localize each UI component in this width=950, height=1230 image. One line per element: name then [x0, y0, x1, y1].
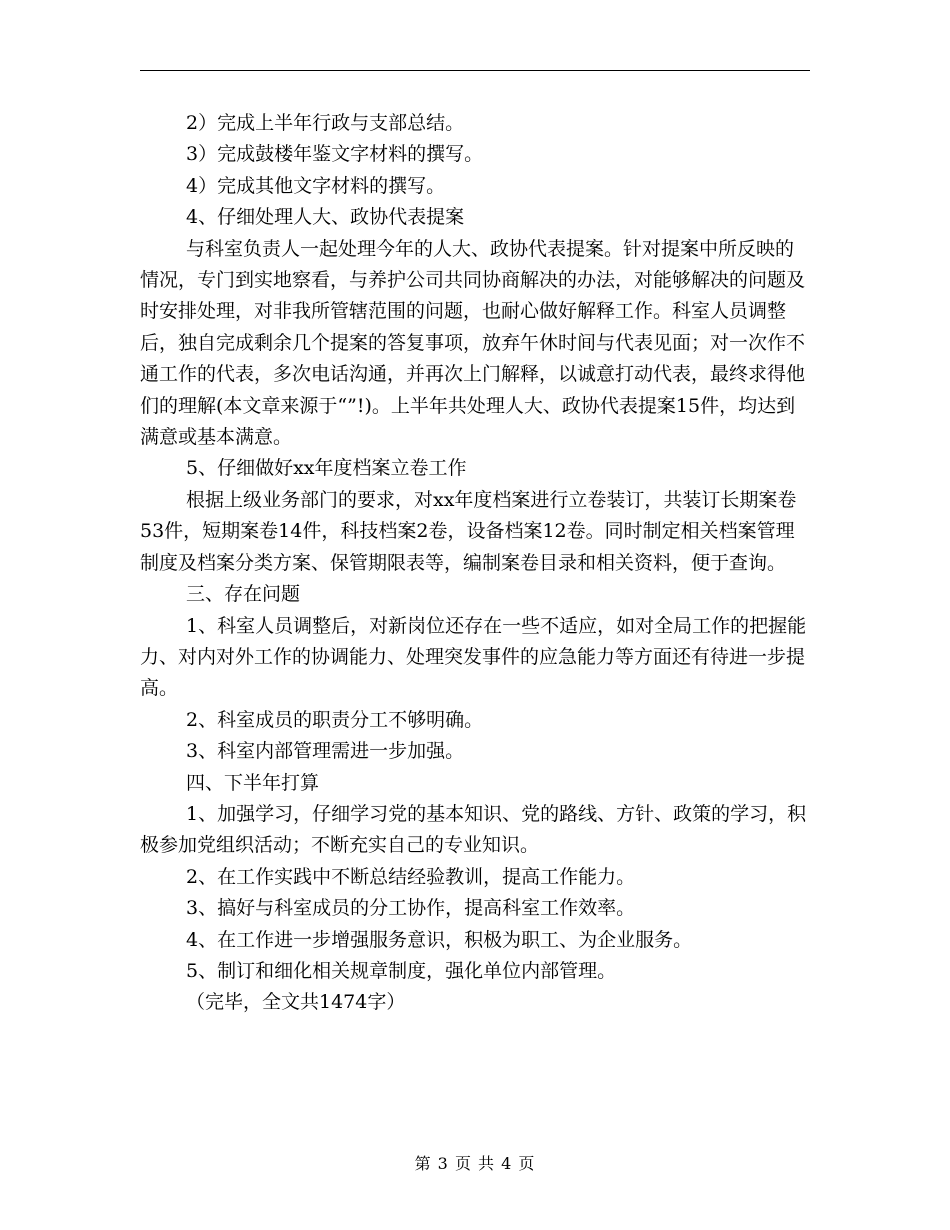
document-body: [140, 108, 810, 1019]
paragraph: 3、科室内部管理需进一步加强。: [186, 740, 465, 763]
paragraph: 4）完成其他文字材料的撰写。: [186, 174, 446, 197]
section-heading: 四、下半年打算: [186, 771, 320, 794]
paragraph: 5、制订和细化相关规章制度，强化单位内部管理。: [186, 959, 617, 982]
paragraph: 2、科室成员的职责分工不够明确。: [186, 708, 484, 731]
header-rule: [140, 70, 810, 71]
paragraph: 1、科室人员调整后，对新岗位还存在一些不适应，如对全局工作的把握能力、对内对外工作的协调能力、处理突发事件的应急能力等方面还有待进一步提高。: [140, 614, 807, 700]
section-heading: 4、仔细处理人大、政协代表提案: [186, 206, 465, 229]
paragraph: 3、搞好与科室成员的分工协作，提高科室工作效率。: [186, 897, 636, 920]
page-number-footer: 第 3 页 共 4 页: [414, 1154, 536, 1173]
paragraph: 与科室负责人一起处理今年的人大、政协代表提案。针对提案中所反映的情况，专门到实地察看，与养护公司共同协商解决的办法，对能够解决的问题及时安排处理，对非我所管辖范围的问题，也耐心做好解释工作。科室人员调整后，独自完成剩余几个提案的答复事项，放弃午休时间与代表见面；对一次作不通工作的代表，多次电话沟通，并再次上门解释，以诚意打动代表，最终求得他们的理解(本文章来源于“”!)。上半年共处理人大、政协代表提案15件，均达到满意或基本满意。: [140, 237, 806, 449]
paragraph: 根据上级业务部门的要求，对xx年度档案进行立卷装订，共装订长期案卷53件，短期案卷14件，科技档案2卷，设备档案12卷。同时制定相关档案管理制度及档案分类方案、保管期限表等，编制案卷目录和相关资料，便于查询。: [140, 488, 797, 574]
paragraph: 4、在工作进一步增强服务意识，积极为职工、为企业服务。: [186, 928, 693, 951]
section-heading: 5、仔细做好xx年度档案立卷工作: [186, 457, 467, 480]
closing-note: （完毕，全文共1474字）: [186, 991, 406, 1014]
paragraph: 1、加强学习，仔细学习党的基本知识、党的路线、方针、政策的学习，积极参加党组织活动；不断充实自己的专业知识。: [140, 802, 807, 857]
paragraph: 2、在工作实践中不断总结经验教训，提高工作能力。: [186, 865, 636, 888]
section-heading: 三、存在问题: [186, 583, 301, 606]
paragraph: 3）完成鼓楼年鉴文字材料的撰写。: [186, 143, 484, 166]
paragraph: 2）完成上半年行政与支部总结。: [186, 112, 465, 134]
